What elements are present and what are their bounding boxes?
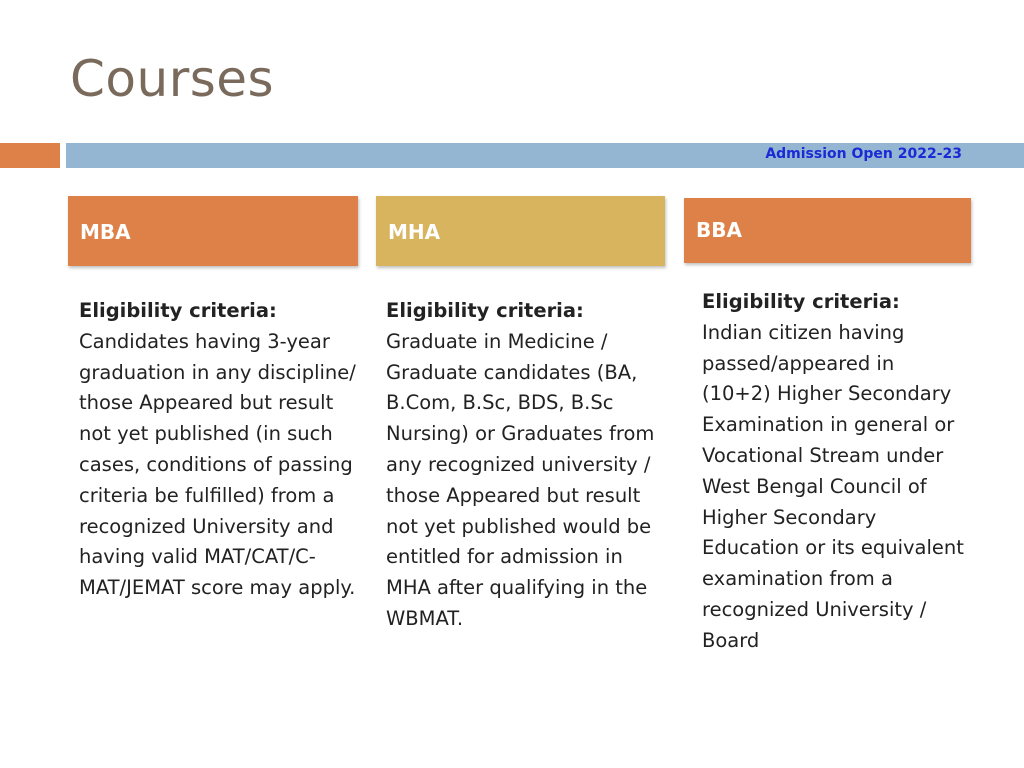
criteria-description: Indian citizen having passed/appeared in (10+2) Higher Secondary Examination in general or Vocational Stream under West Bengal Council of Higher Secondary Education or its equivalent examination from a recognized University / Board — [702, 320, 964, 652]
admission-banner: Admission Open 2022-23 — [765, 146, 962, 162]
course-body-mba — [79, 296, 359, 604]
criteria-label: Eligibility criteria: — [79, 299, 277, 322]
course-body-bba — [702, 287, 967, 657]
accent-band-left — [0, 143, 60, 168]
course-header-mba: MBA — [68, 196, 358, 266]
slide-title: Courses — [70, 50, 275, 108]
criteria-label: Eligibility criteria: — [702, 290, 900, 313]
course-header-bba: BBA — [684, 198, 971, 263]
course-body-mha — [386, 296, 661, 635]
criteria-label: Eligibility criteria: — [386, 299, 584, 322]
criteria-description: Graduate in Medicine / Graduate candidates (BA, B.Com, B.Sc, BDS, B.Sc Nursing) or Graduates from any recognized university / those Appeared but result not yet published would be entitled for admission in MHA after qualifying in the WBMAT. — [386, 329, 655, 630]
course-header-mha: MHA — [376, 196, 665, 266]
criteria-description: Candidates having 3-year graduation in any discipline/ those Appeared but result not yet published (in such cases, conditions of passing criteria be fulfilled) from a recognized University and having valid MAT/CAT/C-MAT/JEMAT score may apply. — [79, 329, 356, 600]
